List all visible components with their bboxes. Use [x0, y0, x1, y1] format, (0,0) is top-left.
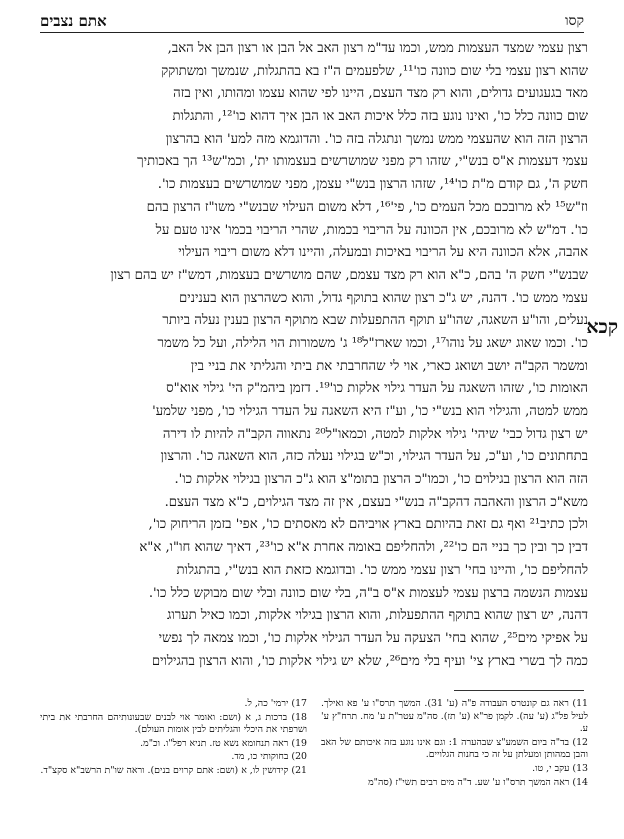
- body-line: על אפיקי מים²⁵, שהוא בחי' הצעקה על העדר הגילוי אלקות כו', וכמו צמאה לך נפשי: [158, 630, 588, 646]
- body-line: כמה לך בשרי בארץ צי' ועיף בלי מים²⁶, שלא יש גילוי אלקות כו', והוא הרצון בהגילוים: [151, 653, 588, 669]
- footnote: 19) ראה תנחומא נשא טז. תניא רפל"ו. וכ"מ.: [140, 737, 307, 749]
- margin-section-number: קכא: [586, 316, 618, 338]
- body-line: מאד בגעגועים גדולים, והוא רק מצד העצם, היינו לפי שהוא עצמו ומהותו, ואין בזה: [173, 86, 588, 102]
- running-title: אתם נצבים: [40, 11, 107, 30]
- footnote: 20) בחוקותי כו, מד.: [231, 751, 307, 763]
- footnote: 17) ירמי' כה, ל.: [244, 698, 307, 709]
- body-line: ומשמר הקב"ה יושב ושואג כארי, אוי לי שהחרבתי את ביתי והגליתי את בניי בין: [190, 358, 588, 374]
- body-line: להחליפם כו', והיינו בחי' רצון עצמי ממש כו'. ובדוגמא כזאת הוא בנש"י, בהתגלות: [176, 562, 588, 578]
- body-line: משא"כ הרצון והאהבה דהקב"ה בנש"י בעצם, אין זה מצד הגילוים, כ"א מצד העצם.: [164, 494, 588, 510]
- footnote: 14) ראה המשך תרס"ו ע' שע. ד"ה מים רבים תשי"ז (סה"מ: [368, 776, 588, 788]
- body-line: חשק ה', גם קודם מ"ת כו'¹⁴, שזהו הרצון בנש"י עצמן, מפני שמושרשים בעצמות כו'.: [157, 177, 588, 193]
- body-line: רצון עצמי שמצד העצמות ממש, וכמו עד"מ רצון האב אל הבן או רצון הבן אל האב,: [167, 41, 588, 56]
- body-line: ולכן כתיב²¹ ואף גם זאת בהיותם בארץ אויביהם לא מאסתים כו', אפי' בזמן הריחוק כו',: [148, 517, 588, 533]
- body-line: בתחתונים כו', וע"כ, על העדר הגילוי, וכ"ש בגילוי נעלה כזה, הוא השאגה כו'. והרצון: [160, 449, 588, 465]
- footnote: 21) קידושין לו, א (ושם: אתם קרוים בנים). וראה שו"ת הרשב"א סקצ"ד.: [40, 764, 307, 776]
- body-line: שום כוונה כלל כו', ואינו נוגע בזה כלל איכות האב או הבן איך דהוא כו'¹², והתגלות: [172, 109, 588, 125]
- footnote: 18) ברכות ג, א (ושם: ואומר אוי לבנים שבעונותיהם החרבתי את ביתי ושרפתי את היכלי והגליתים לבין אומות העולם).: [40, 711, 307, 736]
- footnote: 13) עקב י, טו.: [532, 762, 588, 774]
- footnotes-left-column: [40, 698, 307, 836]
- body-line: שבנש"י חשק ה' בהם, כ"א הוא רק מצד עצמם, שהם מושרשים בעצמות, דמש"ז יש בהם רצון: [110, 267, 588, 283]
- body-line: עצמי דעצמות א"ס בנש"י, שזהו רק מפני שמושרשים בעצמותו ית', וכמ"ש¹³ הך באכותיך: [137, 154, 588, 170]
- body-line: שהוא רצון עצמי בלי שום כוונה כו'¹¹, שלפעמים ה"ז בא בהתגלות, שנמשך ומשתוקק: [161, 63, 588, 79]
- body-line: אהבה, אלא הכוונה היא על הריבוי באיכות ובמעלה, והיינו דלא משום ריבוי העילוי: [178, 245, 588, 261]
- page-number: קסו: [564, 12, 584, 29]
- body-line: כו'. דמ"ש לא מרובכם, אין הכוונה על הריבוי בכמות, שהרי הריבוי בכמו' אינו טעם על: [155, 222, 588, 238]
- body-line: וז"ש¹⁵ לא מרובכם מכל העמים כו', פי'¹⁶, דלא משום העילוי שבנש"י משו"ז הרצון בהם: [146, 199, 588, 215]
- header-rule: [40, 32, 584, 33]
- body-line: עצמות הנשמה ברצון עצמי לעצמות א"ס ב"ה, בלי שום כוונה ובלי שום מבוקש כלל כו'.: [148, 585, 588, 601]
- body-line: דבין כך ובין כך בניי הם כו'²², ולהחליפם באומה אחרת א"א כו'²³, דאיך שהוא חו"ו, א"א: [139, 540, 588, 556]
- running-header: [40, 10, 584, 32]
- body-line: עצמי ממש כו'. דהנה, יש ג"כ רצון שהוא בתוקף גדול, והוא כשהרצון הוא בענינים: [179, 290, 588, 306]
- body-line: הרצון הזה הוא שהעצמי ממש נמשך ונתגלה בזה כו'. והדוגמא מזה למע' הוא בהרצון: [165, 131, 588, 147]
- body-line: נעלים, והו"ע השאגה, שהו"ע תוקף ההתפעלות שבא מתוקף הרצון בענין נעלה ביותר: [162, 313, 588, 329]
- main-text: [40, 38, 588, 676]
- footnote: 11) ראה גם קונטרס העבודה פ"ה (ע' 31). המשך תרס"ו ע' פא ואילך. לעיל פל"ג (ע' עה). לקמן פר"א (ע' תז). סה"מ עטר"ת ע' מח. תרח"ץ ע' ע.: [321, 698, 588, 735]
- body-line: יש רצון גדול כבי' שיהי' גילוי אלקות למטה, וכמאו"ל²⁰ נתאווה הקב"ה להיות לו דירה: [162, 426, 588, 442]
- footnote-separator: [454, 690, 584, 691]
- body-line: ממש למטה, והגילוי הוא בנש"י כו', וע"ז היא השאגה על העדר הגילוי כו', מפני שלמע': [152, 404, 588, 419]
- footnote: 12) בד"ה ביום השמע"צ שבהערה 1: וגם אינו נוגע בזה איכותם של האב והבן במהותן ומעלתן על זה כי בחנות הגלויים.: [321, 736, 588, 761]
- body-line: דהנה, יש רצון שהוא בתוקף ההתפעלות, והוא הרצון בגילוי אלקות, וכמו כאיל תערוג: [166, 608, 588, 624]
- footnotes-right-column: [321, 698, 588, 836]
- body-line: האומות כו', שזהו השאגה על העדר גילוי אלקות כו'¹⁹. דזמן ביהמ"ק הי' גילוי אוא"ס: [166, 381, 588, 397]
- body-line: הזה הוא הרצון בגילוים כו', וכמו"כ הרצון בתומ"צ הוא ג"כ הרצון בגילוי אלקות כו'.: [174, 472, 588, 488]
- footnotes: [40, 698, 588, 836]
- body-line: כו'. וכמו שאוג ישאג על נוהו¹⁷, וכמו שארז"ל¹⁸ ג' משמורות הוי הלילה, ועל כל משמר: [157, 335, 588, 351]
